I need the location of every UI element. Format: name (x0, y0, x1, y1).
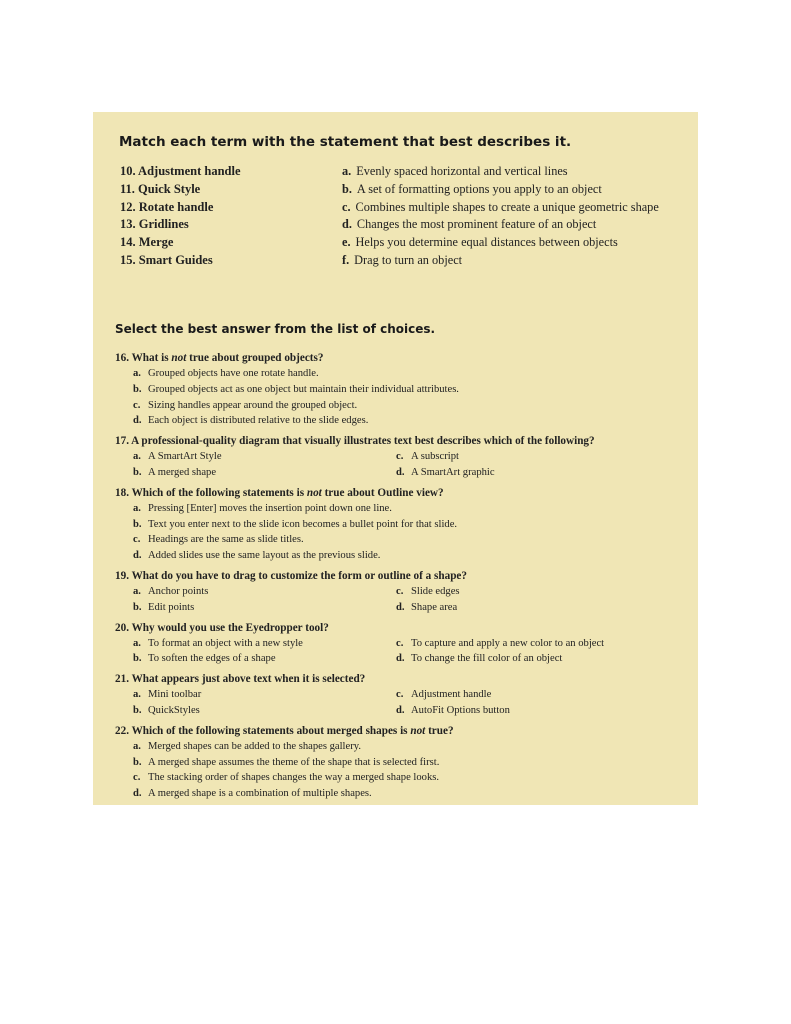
choice-letter: a. (133, 689, 141, 701)
choice-text: QuickStyles (148, 704, 200, 716)
choice-text: Adjustment handle (411, 689, 492, 701)
choice-letter: c. (133, 534, 141, 546)
definition-letter: f. (342, 252, 350, 267)
choice-item (133, 755, 695, 771)
definition-text: Combines multiple shapes to create a unique geometric shape (355, 199, 659, 214)
choice-letter: a. (133, 637, 141, 649)
match-row (120, 182, 690, 200)
question-text (115, 433, 695, 449)
choice-item (396, 636, 676, 652)
choice-text: Pressing [Enter] moves the insertion point down one line. (148, 502, 392, 514)
definition-letter: e. (342, 235, 351, 250)
choice-text: A subscript (411, 451, 459, 463)
choice-letter: b. (133, 756, 142, 768)
choice-list (133, 584, 695, 616)
choice-item (133, 636, 396, 652)
choice-item (133, 687, 396, 703)
choice-list (133, 636, 695, 668)
question-text-part: 16. What is (115, 352, 172, 364)
exercise-panel (93, 112, 698, 805)
match-definition (342, 200, 659, 215)
definition-text: Drag to turn an object (354, 252, 463, 267)
question-emphasis: not (410, 724, 426, 737)
choice-text: A merged shape (148, 466, 217, 478)
choice-letter: d. (396, 704, 405, 716)
choice-text: The stacking order of shapes changes the way a merged shape looks. (148, 772, 440, 784)
choice-item (133, 651, 396, 667)
choice-letter: c. (396, 689, 404, 701)
question-list (115, 350, 695, 806)
choice-letter: d. (133, 788, 142, 800)
choice-text: Edit points (148, 601, 195, 613)
question-text (115, 568, 695, 584)
choice-text: Headings are the same as slide titles. (148, 534, 304, 546)
choice-letter: b. (133, 601, 142, 613)
definition-text: Evenly spaced horizontal and vertical lines (356, 164, 568, 178)
choice-text: A SmartArt graphic (411, 466, 495, 478)
question-text-part: 19. What do you have to drag to customize the form or outline of a shape? (115, 569, 467, 582)
choice-list (133, 687, 695, 719)
choice-list (133, 501, 695, 564)
choice-letter: d. (396, 653, 405, 665)
question-text (115, 485, 695, 501)
choice-text: To format an object with a new style (148, 637, 303, 649)
definition-letter: c. (342, 199, 351, 214)
match-term: 12. Rotate handle (120, 199, 214, 214)
question-text (115, 620, 695, 636)
choice-letter: c. (133, 399, 141, 411)
choice-item (396, 584, 676, 600)
choice-item (133, 501, 695, 517)
choice-text: Grouped objects have one rotate handle. (148, 368, 319, 379)
choice-item (133, 413, 695, 429)
question-16 (115, 350, 695, 429)
match-list (120, 164, 690, 271)
choice-item (396, 687, 676, 703)
question-text-part: 18. Which of the following statements is (115, 486, 307, 499)
choice-text: Sizing handles appear around the grouped object. (148, 399, 358, 411)
question-emphasis: not (306, 486, 322, 499)
choice-letter: b. (133, 653, 142, 665)
match-row (120, 217, 690, 235)
choice-item (133, 770, 695, 786)
question-20 (115, 620, 695, 668)
choice-item (133, 548, 695, 564)
choice-list (133, 449, 695, 481)
choice-item (396, 703, 676, 719)
choice-text: Merged shapes can be added to the shapes gallery. (148, 740, 361, 752)
choice-text: To change the fill color of an object (411, 653, 563, 665)
choice-text: To capture and apply a new color to an object (411, 637, 605, 649)
match-row (120, 253, 690, 271)
choice-letter: a. (133, 368, 141, 379)
definition-letter: d. (342, 217, 352, 232)
choice-letter: c. (396, 637, 404, 649)
match-term: 11. Quick Style (120, 181, 201, 196)
choice-letter: b. (133, 704, 142, 716)
match-definition (342, 217, 596, 232)
match-term: 15. Smart Guides (120, 252, 213, 267)
choice-item (133, 584, 396, 600)
choice-item (133, 703, 396, 719)
question-text-part: 21. What appears just above text when it is selected? (115, 673, 366, 686)
choice-text: Slide edges (411, 585, 460, 597)
choice-letter: b. (133, 466, 142, 478)
choice-text: Text you enter next to the slide icon becomes a bullet point for that slide. (148, 518, 458, 530)
definition-text: Helps you determine equal distances between objects (355, 235, 618, 250)
match-section-title: Match each term with the statement that best describes it. (119, 134, 572, 150)
match-definition (342, 235, 618, 250)
match-term: 10. Adjustment handle (120, 164, 241, 178)
choice-text: Added slides use the same layout as the previous slide. (148, 550, 381, 562)
choice-list (133, 366, 695, 429)
choice-item (133, 532, 695, 548)
choice-item (133, 600, 396, 616)
definition-letter: b. (342, 181, 352, 196)
choice-item (133, 449, 396, 465)
choice-text: A merged shape assumes the theme of the shape that is selected first. (148, 756, 440, 768)
question-21 (115, 671, 695, 719)
choice-letter: a. (133, 451, 141, 463)
question-text (115, 671, 695, 687)
match-term: 13. Gridlines (120, 217, 189, 232)
question-text (115, 350, 695, 366)
choice-text: Anchor points (148, 585, 209, 597)
question-text (115, 723, 695, 739)
match-definition (342, 164, 568, 179)
match-term: 14. Merge (120, 235, 174, 250)
question-text-part: 20. Why would you use the Eyedropper tool? (115, 621, 329, 634)
choice-item (396, 465, 676, 481)
match-definition (342, 182, 602, 197)
question-text-part: true about grouped objects? (186, 352, 324, 364)
choice-text: Grouped objects act as one object but maintain their individual attributes. (148, 383, 459, 395)
choice-letter: b. (133, 383, 142, 395)
choice-letter: d. (133, 415, 142, 427)
choice-item (133, 739, 695, 755)
choice-item (133, 517, 695, 533)
match-definition (342, 253, 462, 268)
question-text-part: true about Outline view? (321, 486, 444, 499)
choice-text: Mini toolbar (148, 689, 202, 701)
question-18 (115, 485, 695, 564)
choice-letter: d. (133, 550, 142, 562)
match-row (120, 235, 690, 253)
question-22 (115, 723, 695, 802)
choice-letter: a. (133, 740, 141, 752)
choice-list (133, 739, 695, 802)
choice-text: Each object is distributed relative to the slide edges. (148, 415, 369, 427)
choice-item (396, 600, 676, 616)
choice-text: Shape area (411, 601, 458, 613)
choice-item (133, 366, 695, 382)
question-text-part: true? (425, 724, 454, 737)
choice-item (133, 786, 695, 802)
choice-letter: a. (133, 585, 141, 597)
choice-item (133, 382, 695, 398)
choice-section-title: Select the best answer from the list of choices. (115, 322, 436, 336)
question-19 (115, 568, 695, 616)
choice-item (133, 465, 396, 481)
choice-letter: b. (133, 518, 142, 530)
definition-text: A set of formatting options you apply to an object (356, 181, 602, 196)
choice-text: AutoFit Options button (411, 704, 510, 716)
match-row (120, 200, 690, 218)
choice-letter: c. (396, 451, 404, 463)
choice-letter: d. (396, 466, 405, 478)
definition-text: Changes the most prominent feature of an object (356, 217, 597, 232)
choice-text: A merged shape is a combination of multiple shapes. (148, 788, 372, 800)
choice-item (133, 398, 695, 414)
match-row (120, 164, 690, 182)
definition-letter: a. (342, 164, 352, 178)
question-17 (115, 433, 695, 481)
question-text-part: 17. A professional-quality diagram that visually illustrates text best describes which of the following? (115, 435, 595, 448)
choice-letter: c. (133, 772, 141, 784)
question-text-part: 22. Which of the following statements about merged shapes is (115, 724, 411, 737)
choice-item (396, 651, 676, 667)
choice-letter: c. (396, 585, 404, 597)
choice-letter: d. (396, 601, 405, 613)
question-emphasis: not (171, 352, 187, 364)
choice-item (396, 449, 676, 465)
choice-text: To soften the edges of a shape (148, 653, 276, 665)
choice-text: A SmartArt Style (148, 451, 222, 463)
choice-letter: a. (133, 502, 141, 514)
